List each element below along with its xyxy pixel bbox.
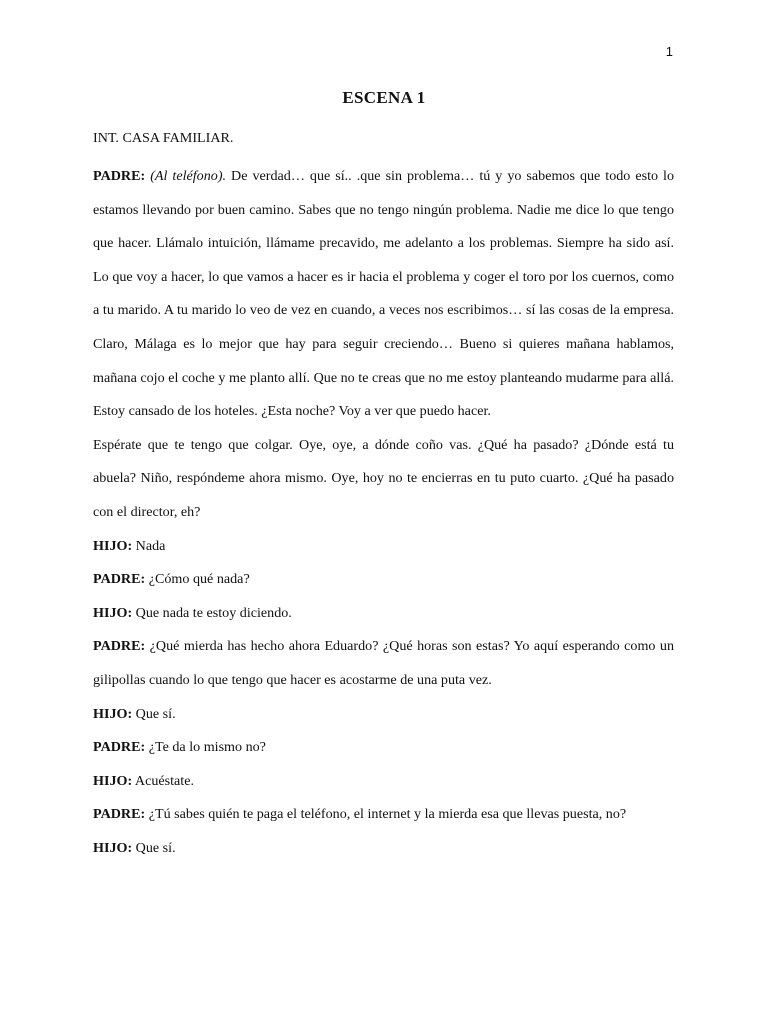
dialogue-text: Nada xyxy=(132,537,166,554)
dialogue-line xyxy=(93,731,674,765)
speaker-name: HIJO: xyxy=(93,705,133,722)
dialogue-text: ¿Tú sabes quién te paga el teléfono, el internet y la mierda esa que llevas puesta, no? xyxy=(145,806,627,823)
speaker-name: PADRE: xyxy=(93,806,146,823)
dialogue-text: ¿Cómo qué nada? xyxy=(145,571,250,588)
dialogue-text: De verdad… que sí.. .que sin problema… tú y yo sabemos que todo esto lo estamos llevando por buen camino. Sabes que no tengo ningún problema. Nadie me dice lo que tengo que hacer. Llámalo intuición, llámame precavido, me adelanto a los problemas. Siempre ha sido así. Lo que voy a hacer, lo que vamos a hacer es ir hacia el problema y coger el toro por los cuernos, como a tu marido. A tu marido lo veo de vez en cuando, a veces nos escribimos… sí las cosas de la empresa. Claro, Málaga es lo mejor que hay para seguir creciendo… Bueno si quieres mañana hablamos, mañana cojo el coche y me planto allí. Que no te creas que no me estoy planteando mudarme para allá. Estoy cansado de los hoteles. ¿Esta noche? Voy a ver que puedo hacer. xyxy=(93,168,675,420)
scene-heading: INT. CASA FAMILIAR. xyxy=(93,130,234,146)
dialogue-line xyxy=(93,530,674,564)
dialogue-line xyxy=(93,630,674,697)
dialogue-line xyxy=(93,563,674,597)
dialogue-line xyxy=(93,429,674,530)
dialogue-text: Que nada te estoy diciendo. xyxy=(132,604,292,621)
scene-title: ESCENA 1 xyxy=(342,88,426,107)
speaker-name: HIJO: xyxy=(93,537,133,554)
dialogue-line xyxy=(93,160,674,429)
speaker-name: HIJO: xyxy=(93,604,133,621)
page-number: 1 xyxy=(665,44,673,59)
dialogue-text: Espérate que te tengo que colgar. Oye, oye, a dónde coño vas. ¿Qué ha pasado? ¿Dónde está tu abuela? Niño, respóndeme ahora mismo. Oye, hoy no te encierras en tu puto cuarto. ¿Qué ha pasado con el director, eh? xyxy=(93,436,674,520)
dialogue-line xyxy=(93,832,674,866)
dialogue-text: ¿Te da lo mismo no? xyxy=(145,739,266,756)
dialogue-text: Que sí. xyxy=(132,705,176,722)
dialogue-line xyxy=(93,798,674,832)
dialogue-line xyxy=(93,597,674,631)
speaker-name: PADRE: xyxy=(93,168,146,184)
dialogue-text: ¿Qué mierda has hecho ahora Eduardo? ¿Qué horas son estas? Yo aquí esperando como un gilipollas cuando lo que tengo que hacer es acostarme de una puta vez. xyxy=(93,638,674,688)
speaker-name: HIJO: xyxy=(93,839,133,856)
speaker-name: PADRE: xyxy=(93,571,146,588)
speaker-name: PADRE: xyxy=(93,739,146,756)
script-body xyxy=(93,127,674,865)
dialogue-line xyxy=(93,698,674,732)
speaker-name: PADRE: xyxy=(93,638,146,655)
speaker-name: HIJO: xyxy=(93,772,133,789)
dialogue-line xyxy=(93,765,674,799)
stage-direction: (Al teléfono). xyxy=(150,168,227,184)
dialogue-text: Que sí. xyxy=(132,839,176,856)
dialogue-text: Acuéstate. xyxy=(132,772,194,789)
